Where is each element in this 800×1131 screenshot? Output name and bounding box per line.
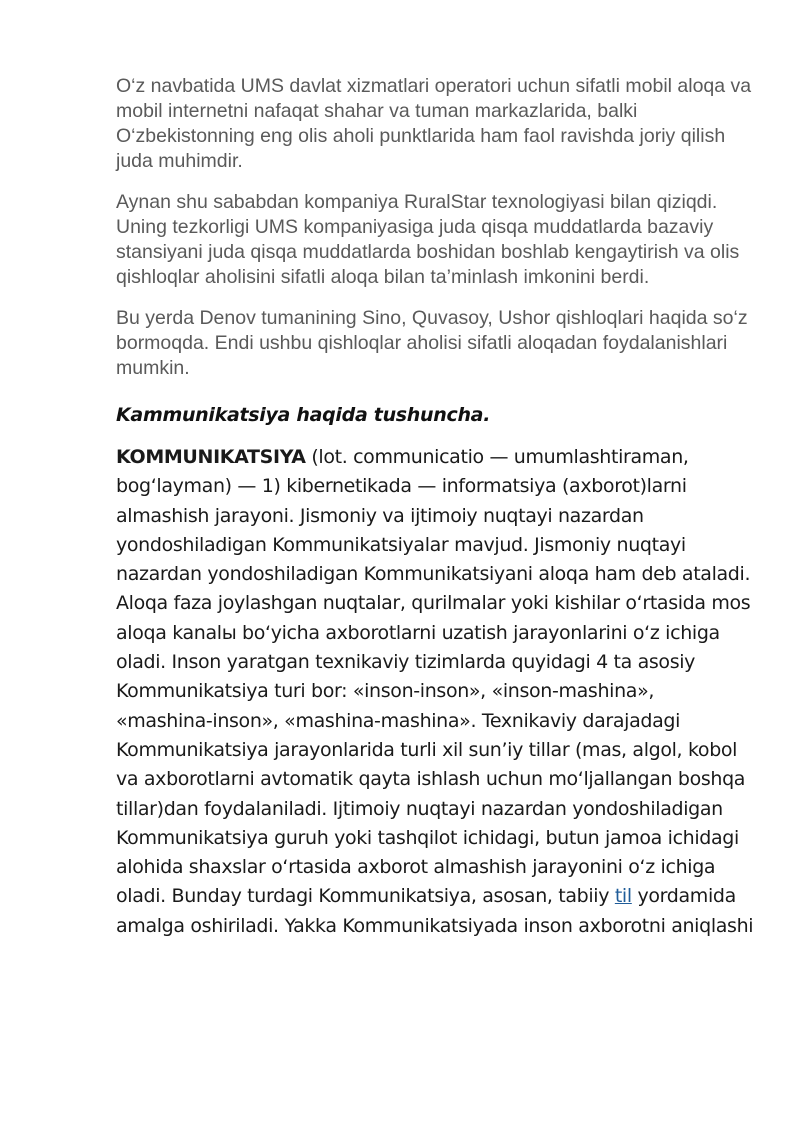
definition-text-continued: yordamida amalga oshiriladi. Yakka Kommunikatsiyada inson axborotni aniqlashi [116,885,754,937]
section-heading: Kammunikatsiya haqida tushuncha. [116,404,491,426]
definition-text: (lot. communicatio — umumlashtiraman, bog‘layman) — 1) kibernetikada — informatsiya (axborot)larni almashish jarayoni. Jismoniy va ijtimoiy nuqtayi nazardan yondoshiladigan Kommunikatsiyalar mavjud. Jismoniy nuqtayi nazardan yondoshiladigan Kommunikatsiyani aloqa ham deb ataladi. Aloqa faza joylashgan nuqtalar, qurilmalar yoki kishilar oʻrtasida mos aloqa kanalы boʻyicha axborotlarni uzatish jarayonlarini oʻz ichiga oladi. Inson yaratgan texnikaviy tizimlarda quyidagi 4 ta asosiy Kommunikatsiya turi bor: «inson-inson», «inson-mashina», «mashina-inson», «mashina-mashina». Texnikaviy darajadagi Kommunikatsiya jarayonlarida turli xil sun’iy tillar (mas, algol, kobol va axborotlarni avtomatik qayta ishlash uchun moʻljallangan boshqa tillar)dan foydalaniladi. Ijtimoiy nuqtayi nazardan yondoshiladigan Kommunikatsiya guruh yoki tashqilot ichidagi, butun jamoa ichidagi alohida shaxslar oʻrtasida axborot almashish jarayonini oʻz ichiga oladi. Bunday turdagi Kommunikatsiya, asosan, tabiiy [116,446,751,908]
definition-term: KOMMUNIKATSIYA [116,446,306,468]
paragraph-ruralstar: Aynan shu sababdan kompaniya RuralStar texnologiyasi bilan qiziqdi. Uning tezkorligi UMS kompaniyasiga juda qisqa muddatlarda bazaviy stansiyani juda qisqa muddatlarda boshidan boshlab kengaytirish va olis qishloqlar aholisini sifatli aloqa bilan ta’minlash imkonini berdi. [116,191,740,288]
paragraph-denov-villages: Bu yerda Denov tumanining Sino, Quvasoy, Ushor qishloqlari haqida so‘z bormoqda. Endi ushbu qishloqlar aholisi sifatli aloqadan foydalanishlari mumkin. [116,307,748,379]
definition-paragraph [116,443,756,941]
paragraph-ums-intro: O‘z navbatida UMS davlat xizmatlari operatori uchun sifatli mobil aloqa va mobil internetni nafaqat shahar va tuman markazlarida, balki O‘zbekistonning eng olis aholi punktlarida ham faol ravishda joriy qilish juda muhimdir. [116,75,752,172]
document-page [116,74,756,941]
til-link[interactable]: til [614,885,632,908]
